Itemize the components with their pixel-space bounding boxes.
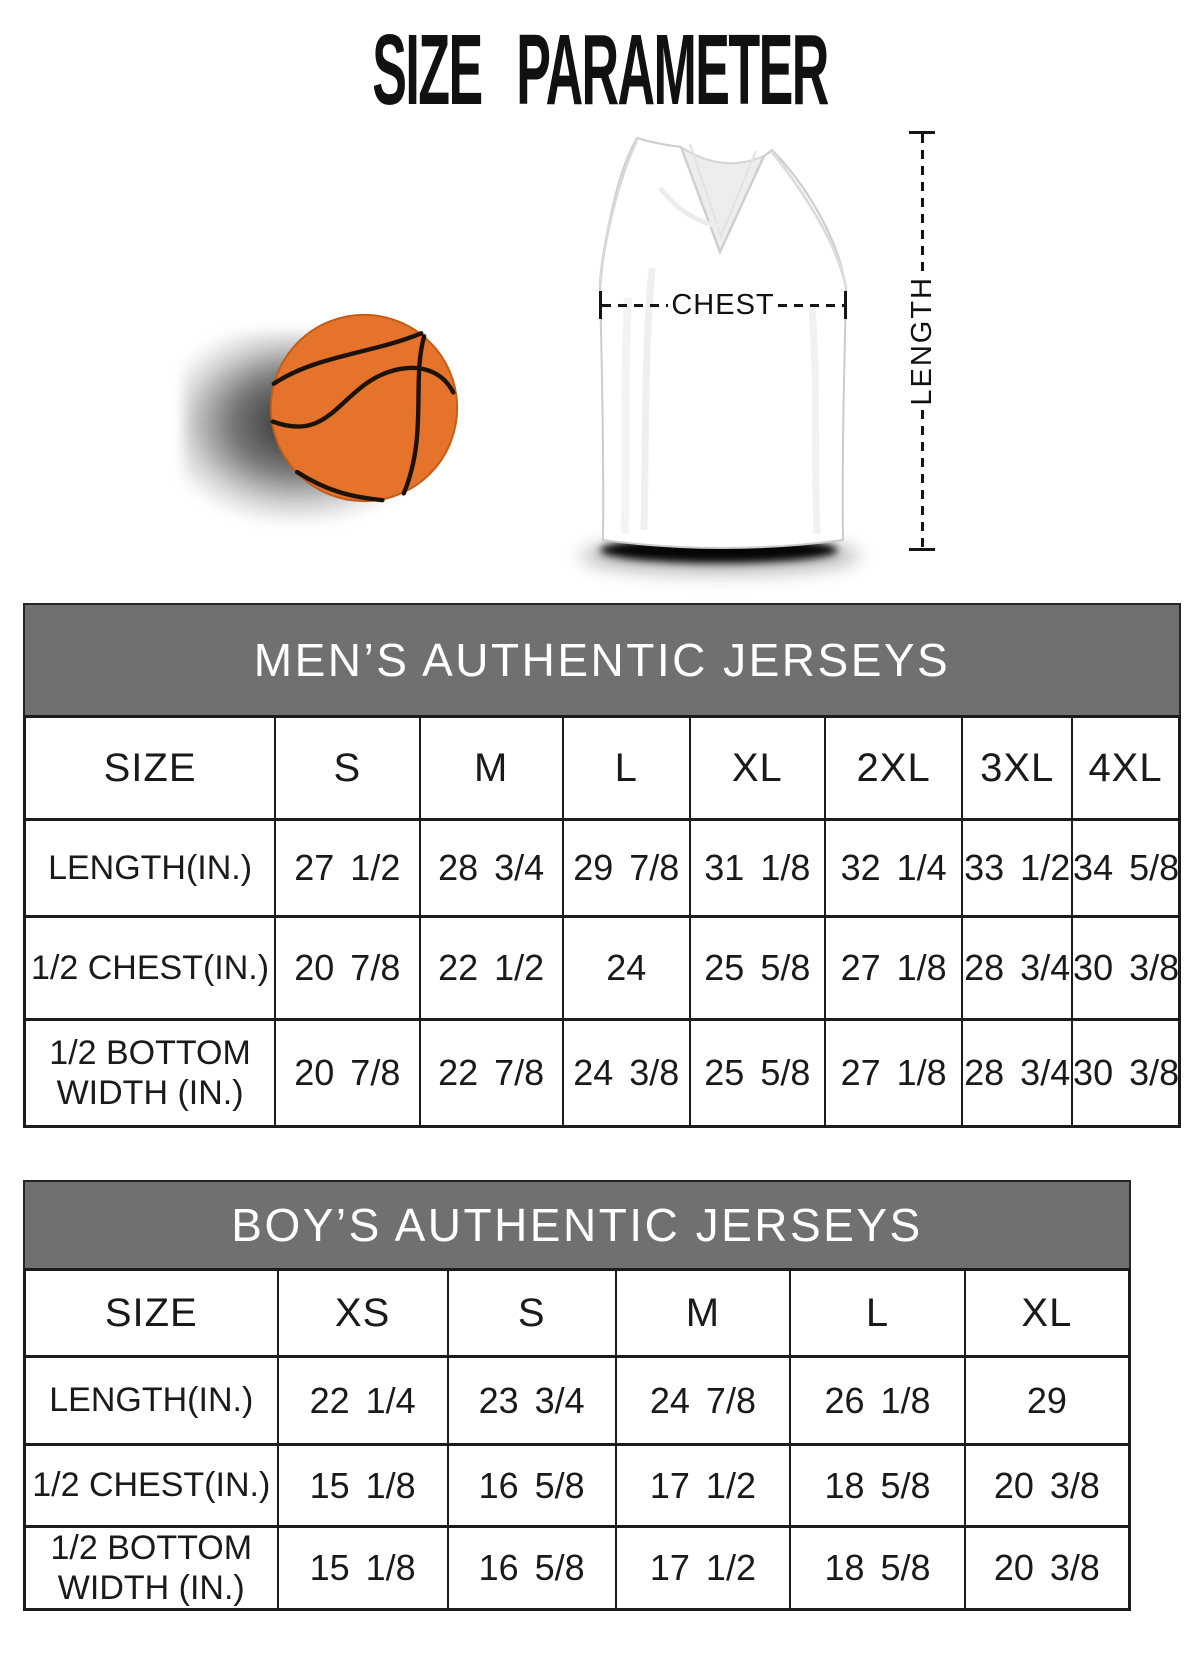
value-cell: 30 3/8: [1072, 917, 1179, 1020]
basketball-icon: [267, 311, 461, 505]
value-cell: 26 1/8: [790, 1357, 965, 1445]
value-cell: 22 7/8: [420, 1020, 563, 1127]
value-cell: 15 1/8: [278, 1527, 448, 1610]
value-cell: 16 5/8: [448, 1527, 616, 1610]
value-cell: 18 5/8: [790, 1527, 965, 1610]
column-header-cell: XL: [690, 717, 825, 820]
column-header-cell: 4XL: [1072, 717, 1179, 820]
value-cell: 24 7/8: [616, 1357, 791, 1445]
length-label: LENGTH: [905, 276, 938, 406]
length-measure-line: [905, 131, 939, 551]
value-cell: 27 1/2: [275, 820, 419, 917]
row-label-cell: 1/2 BOTTOM WIDTH (IN.): [25, 1527, 278, 1610]
row-label-cell: LENGTH(IN.): [25, 820, 276, 917]
value-cell: 20 3/8: [965, 1527, 1130, 1610]
size-header-cell: SIZE: [25, 717, 276, 820]
value-cell: 31 1/8: [690, 820, 825, 917]
value-cell: 25 5/8: [690, 1020, 825, 1127]
column-header-cell: L: [790, 1270, 965, 1357]
chest-dashed-line: [778, 304, 844, 307]
value-cell: 29: [965, 1357, 1130, 1445]
value-cell: 16 5/8: [448, 1445, 616, 1527]
length-tick-bottom: [909, 548, 935, 551]
jersey-illustration: [540, 118, 870, 568]
value-cell: 20 3/8: [965, 1445, 1130, 1527]
length-dashed-line: [921, 134, 924, 272]
column-header-cell: M: [616, 1270, 791, 1357]
chest-tick-right: [844, 291, 847, 319]
mens-table-title: MEN’S AUTHENTIC JERSEYS: [253, 634, 951, 686]
row-label-cell: 1/2 CHEST(IN.): [25, 917, 276, 1020]
column-header-cell: L: [563, 717, 690, 820]
chest-label: CHEST: [671, 288, 775, 321]
value-cell: 34 5/8: [1072, 820, 1179, 917]
value-cell: 17 1/2: [616, 1445, 791, 1527]
mens-size-table-section: [23, 603, 1181, 1128]
table-row: [25, 1527, 1130, 1610]
table-row: [25, 820, 1180, 917]
header-row: [25, 717, 1180, 820]
column-header-cell: S: [275, 717, 419, 820]
row-label-cell: LENGTH(IN.): [25, 1357, 278, 1445]
column-header-cell: 2XL: [825, 717, 962, 820]
value-cell: 32 1/4: [825, 820, 962, 917]
value-cell: 23 3/4: [448, 1357, 616, 1445]
value-cell: 15 1/8: [278, 1445, 448, 1527]
column-header-cell: XS: [278, 1270, 448, 1357]
value-cell: 30 3/8: [1072, 1020, 1179, 1127]
value-cell: 22 1/2: [420, 917, 563, 1020]
value-cell: 25 5/8: [690, 917, 825, 1020]
boys-size-table-section: [23, 1180, 1131, 1611]
boys-table-title-bar: [23, 1180, 1131, 1268]
value-cell: 24 3/8: [563, 1020, 690, 1127]
row-label-cell: 1/2 BOTTOM WIDTH (IN.): [25, 1020, 276, 1127]
table-row: [25, 1445, 1130, 1527]
value-cell: 27 1/8: [825, 917, 962, 1020]
value-cell: 20 7/8: [275, 917, 419, 1020]
chest-dashed-line: [602, 304, 668, 307]
boys-size-table: [23, 1268, 1131, 1611]
column-header-cell: M: [420, 717, 563, 820]
value-cell: 17 1/2: [616, 1527, 791, 1610]
size-header-cell: SIZE: [25, 1270, 278, 1357]
column-header-cell: S: [448, 1270, 616, 1357]
value-cell: 28 3/4: [962, 1020, 1072, 1127]
value-cell: 28 3/4: [420, 820, 563, 917]
value-cell: 28 3/4: [962, 917, 1072, 1020]
length-dashed-line: [921, 410, 924, 548]
row-label-cell: 1/2 CHEST(IN.): [25, 1445, 278, 1527]
page-title-text: SIZE PARAMETER: [372, 14, 828, 126]
value-cell: 20 7/8: [275, 1020, 419, 1127]
value-cell: 33 1/2: [962, 820, 1072, 917]
value-cell: 27 1/8: [825, 1020, 962, 1127]
value-cell: 18 5/8: [790, 1445, 965, 1527]
header-row: [25, 1270, 1130, 1357]
chest-measure-line: [599, 288, 847, 321]
column-header-cell: 3XL: [962, 717, 1072, 820]
table-row: [25, 917, 1180, 1020]
mens-table-title-bar: [23, 603, 1181, 715]
boys-table-title: BOY’S AUTHENTIC JERSEYS: [231, 1199, 923, 1251]
value-cell: 29 7/8: [563, 820, 690, 917]
column-header-cell: XL: [965, 1270, 1130, 1357]
value-cell: 22 1/4: [278, 1357, 448, 1445]
page-title: [0, 14, 1200, 126]
mens-size-table: [23, 715, 1181, 1128]
table-row: [25, 1357, 1130, 1445]
table-row: [25, 1020, 1180, 1127]
value-cell: 24: [563, 917, 690, 1020]
